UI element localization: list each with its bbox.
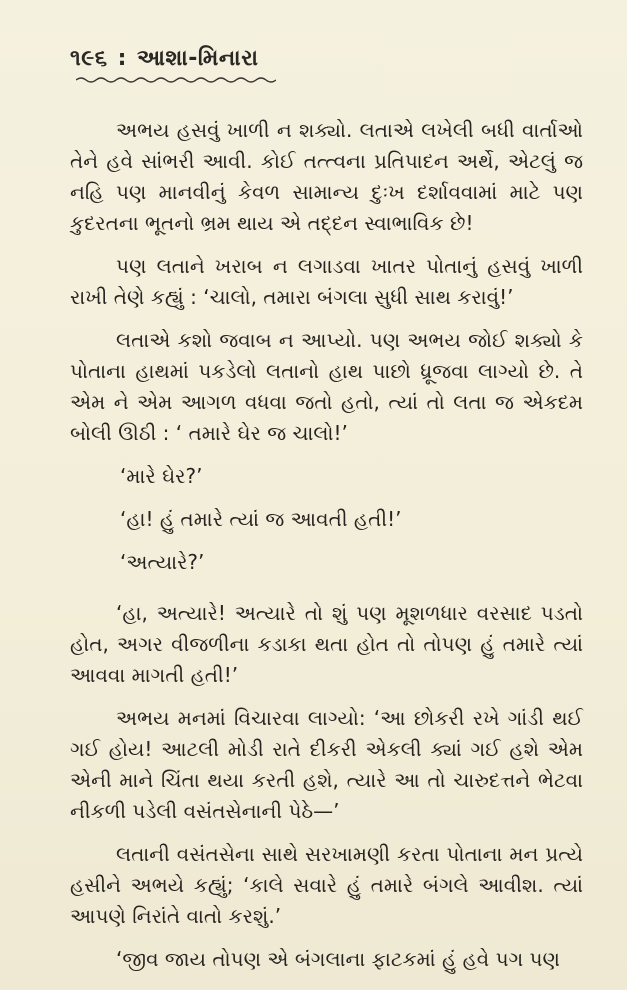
decorative-wavy-rule xyxy=(76,75,276,85)
page-number: ૧૯૬ xyxy=(70,46,108,71)
header-separator: : xyxy=(117,46,127,71)
paragraph-tomorrow-morning: લતાની વસંતસેના સાથે સરખામણી કરતા પોતાના મન પ્રત્યે હસીને અભયે કહ્યું; ‘કાલે સવારે હું તમારે બંગલે આવીશ. ત્યાં આપણે નિરાંતે વાતો કરશું.’ xyxy=(70,842,583,928)
dialog-my-house: ‘મારે ઘેર?’ xyxy=(120,464,203,488)
chapter-title: આશા-મિનારા xyxy=(136,46,259,71)
paragraph-lata-trembles: લતાએ કશો જવાબ ન આપ્યો. પણ અભય જોઈ શક્યો કે પોતાના હાથમાં પકડેલો લતાનો હાથ પાછો ધ્રૂજવા લાગ્યો છે. તે એમ ને એમ આગળ વધવા જતો હતો, ત્યાં તો લતા જ એકદમ બોલી ઊઠી : ‘ તમારે ઘેર જ ચાલો!’ xyxy=(70,328,583,445)
paragraph-bungalow-gate: ‘જીવ જાય તોપણ એ બંગલાના ફાટકમાં હું હવે પગ પણ xyxy=(116,947,560,971)
paragraph-even-in-rain: ‘હા, અત્યારે! અત્યારે તો શું પણ મૂશળધાર વરસાદ પડતો હોત, અગર વીજળીના કડાકા થતા હોત તો તોપણ હું તમારે ત્યાં આવવા માગતી હતી!’ xyxy=(70,601,583,687)
paragraph-abhay-thinks: અભય મનમાં વિચારવા લાગ્યો: ‘આ છોકરી રખે ગાંડી થઈ ગઈ હોય! આટલી મોડી રાતે દીકરી એકલી ક્યાં ગઈ હશે એમ એની માને ચિંતા થયા કરતી હશે, ત્યારે આ તો ચારુદત્તને ભેટવા નીકળી પડેલી વસંતસેનાની પેઠે—’ xyxy=(70,706,583,823)
dialog-right-now: ‘અત્યારે?’ xyxy=(120,550,205,574)
paragraph-abhay-laughs: અભય હસવું ખાળી ન શક્યો. લતાએ લખેલી બધી વાર્તાઓ તેને હવે સાંભરી આવી. કોઈ તત્ત્વના પ્રતિપાદન અર્થે, એટલું જ નહિ પણ માનવીનું કેવળ સામાન્ય દુઃખ દર્શાવવામાં માટે પણ કુદરતના ભૂતનો ભ્રમ થાય એ તદ્દન સ્વાભાવિક છે! xyxy=(70,118,583,235)
paragraph-walk-together: પણ લતાને ખરાબ ન લગાડવા ખાતર પોતાનું હસવું ખાળી રાખી તેણે કહ્યું : ‘ચાલો, તમારા બંગલા સુધી સાથ કરાવું!’ xyxy=(70,254,583,309)
running-head xyxy=(70,46,583,71)
dialog-coming-to-you: ‘હા! હું તમારે ત્યાં જ આવતી હતી!’ xyxy=(120,507,402,531)
